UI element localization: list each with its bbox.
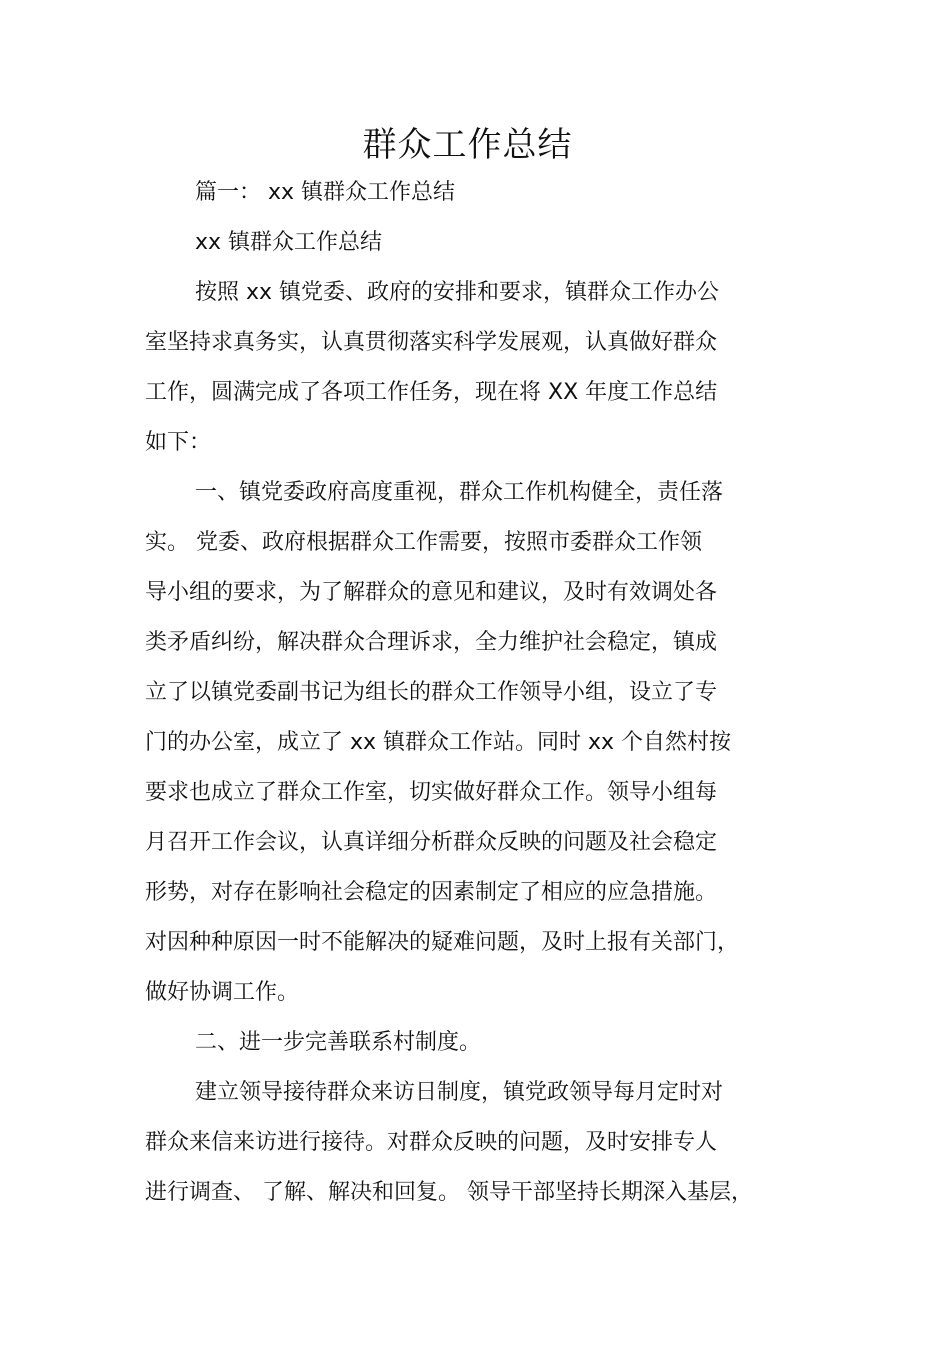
section-heading: 二、进一步完善联系村制度。 xyxy=(195,1030,482,1055)
paragraph-line: 群众来信来访进行接待。对群众反映的问题，及时安排专人 xyxy=(145,1130,718,1155)
section-heading: 一、镇党委政府高度重视，群众工作机构健全，责任落 xyxy=(195,480,724,505)
section-heading: 篇一： xx 镇群众工作总结 xyxy=(195,180,456,205)
paragraph-line: 要求也成立了群众工作室，切实做好群众工作。领导小组每 xyxy=(145,780,718,805)
paragraph-line: 立了以镇党委副书记为组长的群众工作领导小组，设立了专 xyxy=(145,680,718,705)
subtitle-line: xx 镇群众工作总结 xyxy=(195,230,383,255)
paragraph-line: 月召开工作会议，认真详细分析群众反映的问题及社会稳定 xyxy=(145,830,718,855)
paragraph-line: 如下： xyxy=(145,430,212,455)
paragraph-line: 对因种种原因一时不能解决的疑难问题，及时上报有关部门， xyxy=(145,930,740,955)
paragraph-line: 室坚持求真务实，认真贯彻落实科学发展观，认真做好群众 xyxy=(145,330,718,355)
document-title: 群众工作总结 xyxy=(362,125,573,165)
paragraph-line: 按照 xx 镇党委、政府的安排和要求，镇群众工作办公 xyxy=(195,280,720,305)
paragraph-line: 门的办公室，成立了 xx 镇群众工作站。同时 xx 个自然村按 xyxy=(145,730,732,755)
paragraph-line: 形势，对存在影响社会稳定的因素制定了相应的应急措施。 xyxy=(145,880,718,905)
paragraph-line: 建立领导接待群众来访日制度，镇党政领导每月定时对 xyxy=(195,1080,724,1105)
paragraph-line: 做好协调工作。 xyxy=(145,980,300,1005)
paragraph-line: 类矛盾纠纷，解决群众合理诉求，全力维护社会稳定，镇成 xyxy=(145,630,718,655)
paragraph-line: 实。 党委、政府根据群众工作需要，按照市委群众工作领 xyxy=(145,530,702,555)
paragraph-line: 工作，圆满完成了各项工作任务，现在将 XX 年度工作总结 xyxy=(145,380,718,405)
paragraph-line: 导小组的要求，为了解群众的意见和建议，及时有效调处各 xyxy=(145,580,718,605)
paragraph-line: 进行调查、 了解、解决和回复。 领导干部坚持长期深入基层， xyxy=(145,1180,753,1205)
